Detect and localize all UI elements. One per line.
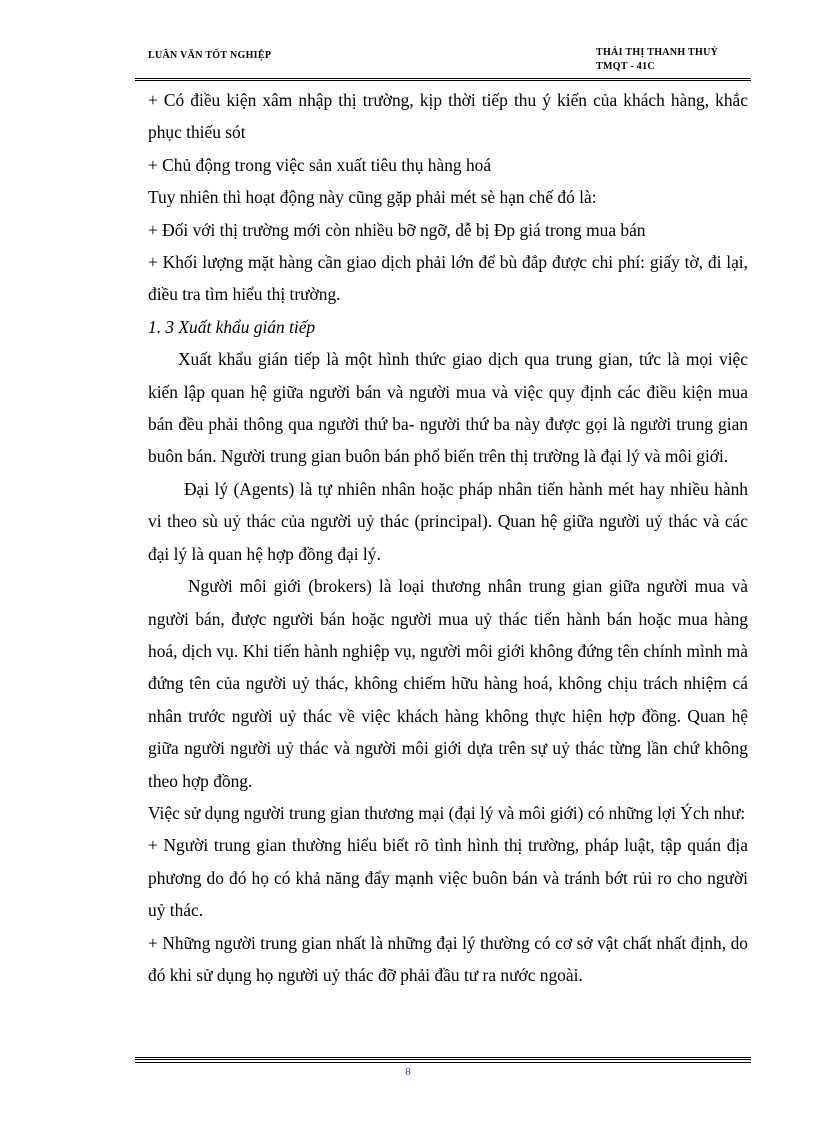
footer-rule [135, 1057, 751, 1060]
header-thesis-label: LUÂN VĂN TỐT NGHIỆP [148, 50, 272, 61]
paragraph: Tuy nhiên thì hoạt động này cũng gặp phải mét sè hạn chế đó là: [148, 187, 597, 208]
header-rule [135, 78, 751, 81]
paragraph: + Chủ động trong việc sản xuất tiêu thụ hàng hoá [148, 154, 492, 175]
header-author-name: THÁI THỊ THANH THUỶ [596, 47, 719, 58]
paragraph: Người môi giới (brokers) là loại thương nhân trung gian giữa người mua và người bán, được người bán hoặc người mua uỷ thác tiến hành bán hoặc mua hàng hoá, dịch vụ. Khi tiến hành nghiệp vụ, người môi giới không đứng tên chính mình mà đứng tên của người uỷ thác, không chiếm hữu hàng hoá, không chịu trách nhiệm cá nhân trước người uỷ thác về việc khách hàng không thực hiện hợp đồng. Quan hệ giữa người người uỷ thác và người môi giới dựa trên sự uỷ thác từng lần chứ không theo hợp đồng. [148, 576, 748, 791]
footer-rule-thin [135, 1062, 751, 1063]
section-heading: 1. 3 Xuất khẩu gián tiếp [148, 316, 316, 337]
paragraph: Việc sử dụng người trung gian thương mại (đại lý và môi giới) có những lợi Ých như: [148, 802, 746, 823]
page-number: 8 [405, 1066, 411, 1078]
document-body [148, 84, 748, 991]
paragraph: + Có điều kiện xâm nhập thị trường, kịp thời tiếp thu ý kiến của khách hàng, khắc phục thiếu sót [148, 90, 748, 143]
paragraph: + Đối với thị trường mới còn nhiều bỡ ngỡ, dễ bị Ðp giá trong mua bán [148, 219, 646, 240]
paragraph: + Người trung gian thường hiểu biết rõ tình hình thị trường, pháp luật, tập quán địa phương do đó họ có khả năng đẩy mạnh việc buôn bán và tránh bớt rủi ro cho người uỷ thác. [148, 835, 748, 921]
header-author [596, 46, 718, 74]
paragraph: Xuất khẩu gián tiếp là một hình thức giao dịch qua trung gian, tức là mọi việc kiến lập quan hệ giữa người bán và người mua và việc quy định các điều kiện mua bán đều phải thông qua người thứ ba- người thứ ba này được gọi là người trung gian buôn bán. Người trung gian buôn bán phổ biến trên thị trường là đại lý và môi giới. [148, 349, 748, 467]
header-class: TMQT - 41C [596, 61, 655, 72]
paragraph: Đại lý (Agents) là tự nhiên nhân hoặc pháp nhân tiến hành mét hay nhiều hành vi theo sù uỷ thác của người uỷ thác (principal). Quan hệ giữa người uỷ thác và các đại lý là quan hệ hợp đồng đại lý. [148, 478, 748, 564]
paragraph: + Những người trung gian nhất là những đại lý thường có cơ sở vật chất nhất định, do đó khi sử dụng họ người uỷ thác đỡ phải đầu tư ra nước ngoài. [148, 932, 748, 985]
paragraph: + Khối lượng mặt hàng cần giao dịch phải lớn để bù đắp được chi phí: giấy tờ, đi lại, điều tra tìm hiểu thị trường. [148, 252, 748, 305]
